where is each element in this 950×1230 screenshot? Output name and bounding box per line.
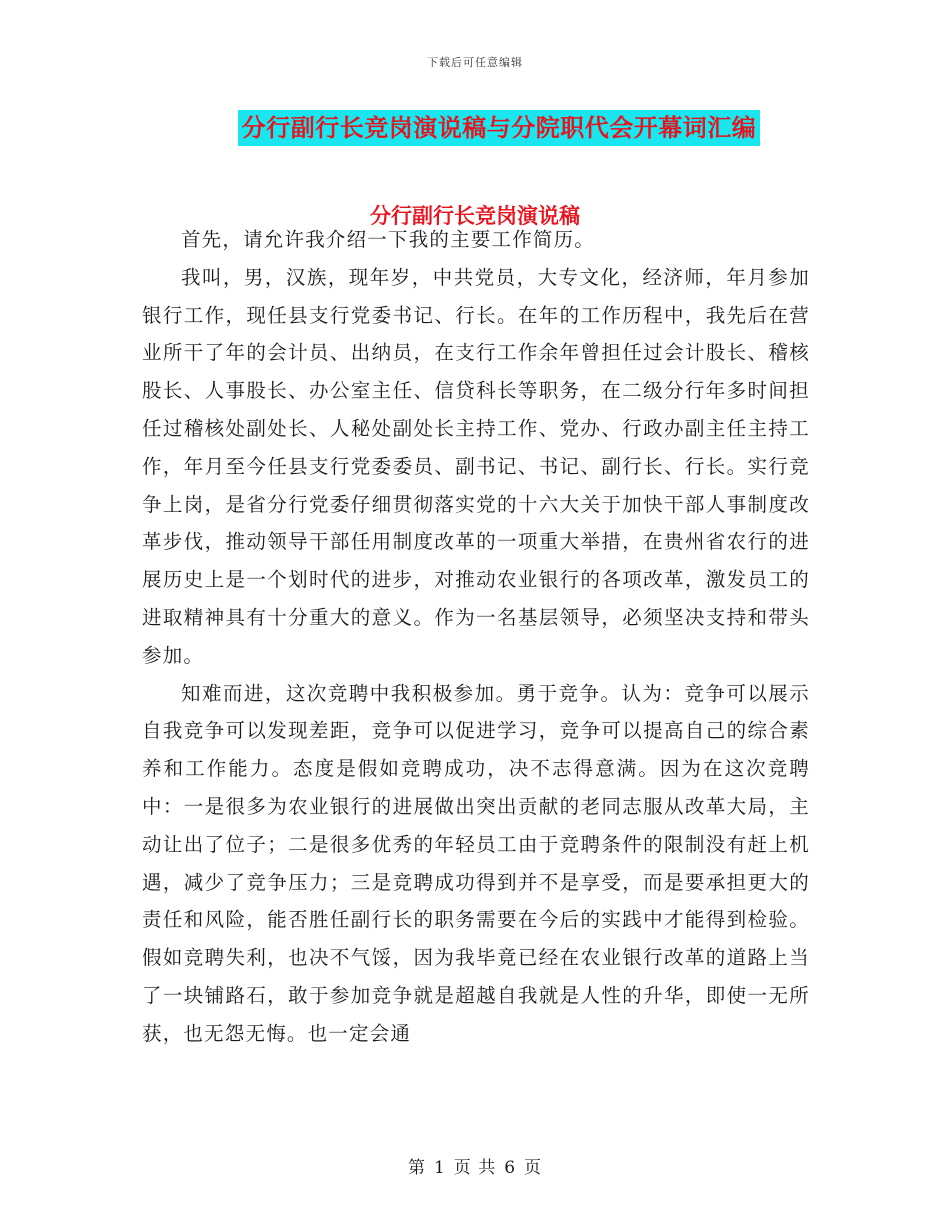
paragraph-1: 首先，请允许我介绍一下我的主要工作简历。 xyxy=(181,228,596,251)
footer-mid: 页 共 xyxy=(453,1158,497,1178)
footer-suffix: 页 xyxy=(524,1158,543,1178)
document-title: 分行副行长竞岗演说稿与分院职代会开幕词汇编 xyxy=(238,110,761,146)
document-title-container xyxy=(0,110,950,146)
paragraph-3: 知难而进，这次竞聘中我积极参加。勇于竞争。认为：竞争可以展示自我竞争可以发现差距，竞争可以促进学习，竞争可以提高自己的综合素养和工作能力。态度是假如竞聘成功，决不志得意满。因为在这次竞聘中：一是很多为农业银行的进展做出突出贡献的老同志服从改革大局，主动让出了位子；二是很多优秀的年轻员工由于竞聘条件的限制没有赶上机遇，减少了竞争压力；三是竞聘成功得到并不是享受，而是要承担更大的责任和风险，能否胜任副行长的职务需要在今后的实践中才能得到检验。假如竞聘失利，也决不气馁，因为我毕竟已经在农业银行改革的道路上当了一块铺路石，敢于参加竞争就是超越自我就是人性的升华，即使一无所获，也无怨无悔。也一定会通 xyxy=(142,681,810,1045)
page-header-note: 下载后可任意编辑 xyxy=(427,56,523,69)
document-body xyxy=(142,221,810,1053)
page-footer xyxy=(0,1153,950,1178)
footer-page-number: 1 xyxy=(433,1158,446,1178)
footer-total-pages: 6 xyxy=(504,1158,517,1178)
footer-prefix: 第 xyxy=(407,1158,426,1178)
paragraph-2: 我叫，男，汉族，现年岁，中共党员，大专文化，经济师，年月参加银行工作，现任县支行党委书记、行长。在年的工作历程中，我先后在营业所干了年的会计员、出纳员，在支行工作余年曾担任过会计股长、稽核股长、人事股长、办公室主任、信贷科长等职务，在二级分行年多时间担任过稽核处副处长、人秘处副处长主持工作、党办、行政办副主任主持工作，年月至今任县支行党委委员、副书记、书记、副行长、行长。实行竞争上岗，是省分行党委仔细贯彻落实党的十六大关于加快干部人事制度改革步伐，推动领导干部任用制度改革的一项重大举措，在贵州省农行的进展历史上是一个划时代的进步，对推动农业银行的各项改革，激发员工的进取精神具有十分重大的意义。作为一名基层领导，必须坚决支持和带头参加。 xyxy=(142,265,810,667)
section-title: 分行副行长竞岗演说稿 xyxy=(370,203,580,228)
